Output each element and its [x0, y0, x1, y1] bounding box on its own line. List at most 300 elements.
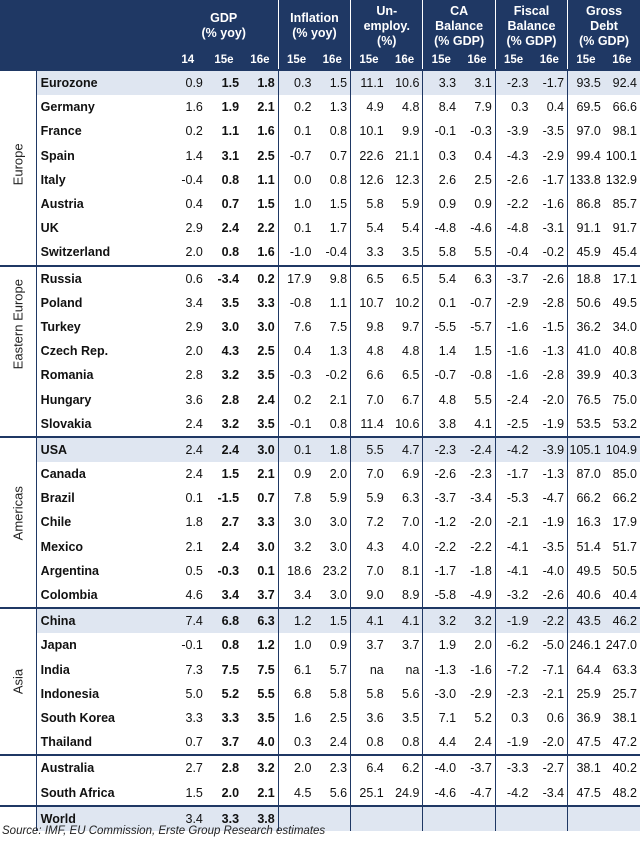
value-cell: 1.2 — [257, 638, 275, 653]
value-cell: 0.6 — [170, 266, 206, 291]
value-cell: 0.7 — [185, 735, 203, 750]
country-name: France — [40, 124, 82, 139]
value-cell: 49.5 — [612, 295, 637, 310]
country-name: Spain — [40, 148, 75, 163]
value-cell — [387, 806, 423, 831]
value-cell: -4.7 — [470, 785, 492, 800]
value-cell: 7.0 — [351, 387, 387, 411]
value-cell: -2.3 — [495, 682, 531, 706]
value-cell: -4.0 — [542, 563, 565, 578]
value-cell: 3.0 — [257, 319, 275, 334]
value-cell: 12.6 — [351, 168, 387, 192]
value-cell: 3.2 — [423, 608, 459, 633]
value-cell: 64.4 — [568, 658, 604, 682]
value-cell: -1.5 — [542, 319, 565, 334]
value-cell: 47.2 — [612, 735, 637, 750]
value-cell: 1.5 — [314, 608, 350, 633]
value-cell: 0.2 — [278, 387, 314, 411]
value-cell: 3.3 — [423, 70, 459, 95]
value-cell: -2.9 — [495, 291, 531, 315]
value-cell: 4.3 — [351, 535, 387, 559]
value-cell: 0.8 — [329, 172, 348, 187]
header-indicator — [423, 0, 495, 52]
value-cell: 3.7 — [402, 638, 420, 653]
country-name: South Africa — [40, 785, 115, 800]
value-cell: 1.5 — [257, 197, 275, 212]
value-cell: 2.1 — [257, 785, 275, 800]
value-cell: 105.1 — [568, 437, 604, 462]
country-name: Chile — [40, 515, 72, 530]
table-row — [0, 510, 640, 534]
value-cell: 2.4 — [257, 392, 275, 407]
value-cell: 50.5 — [612, 563, 637, 578]
value-cell: 0.1 — [257, 563, 275, 578]
table-row — [0, 266, 640, 291]
value-cell: 7.0 — [402, 515, 420, 530]
value-cell: 38.1 — [612, 710, 637, 725]
value-cell: -2.4 — [459, 437, 495, 462]
value-cell: 85.7 — [612, 197, 637, 212]
value-cell: 5.4 — [402, 221, 420, 236]
value-cell: -0.4 — [495, 240, 531, 265]
value-cell: 3.4 — [278, 583, 314, 608]
value-cell: -4.8 — [423, 216, 459, 240]
value-cell: 8.4 — [423, 95, 459, 119]
value-cell: 53.5 — [568, 412, 604, 437]
value-cell: -2.2 — [470, 539, 492, 554]
country-name: Mexico — [40, 539, 84, 554]
value-cell: -2.3 — [423, 437, 459, 462]
country-name: Germany — [40, 100, 95, 115]
value-cell: 6.5 — [387, 266, 423, 291]
value-cell: -2.0 — [542, 735, 565, 750]
value-cell: 7.0 — [351, 462, 387, 486]
value-cell: 3.4 — [170, 806, 206, 831]
value-cell: -1.7 — [495, 462, 531, 486]
value-cell: 85.0 — [612, 467, 637, 482]
value-cell: -0.7 — [278, 144, 314, 168]
value-cell: 5.2 — [221, 686, 240, 701]
country-name: Austria — [40, 197, 84, 212]
value-cell: 1.5 — [314, 70, 350, 95]
value-cell: -2.6 — [423, 462, 459, 486]
value-cell: 25.9 — [568, 682, 604, 706]
value-cell: 1.5 — [185, 785, 203, 800]
value-cell: -5.5 — [423, 315, 459, 339]
value-cell: -0.1 — [423, 119, 459, 143]
value-cell: -0.8 — [470, 368, 492, 383]
value-cell: 76.5 — [568, 387, 604, 411]
value-cell: 7.3 — [185, 662, 203, 677]
value-cell: 0.1 — [185, 491, 203, 506]
header-year: 15e — [495, 52, 531, 70]
country-name: India — [40, 662, 70, 677]
value-cell: 40.4 — [612, 588, 637, 603]
value-cell: 18.8 — [568, 266, 604, 291]
table-row — [0, 291, 640, 315]
country-name: Thailand — [40, 735, 93, 750]
value-cell: 2.4 — [474, 735, 492, 750]
value-cell: -3.0 — [423, 682, 459, 706]
value-cell: 5.9 — [402, 197, 420, 212]
header-indicator — [170, 0, 279, 52]
value-cell: -3.3 — [495, 755, 531, 780]
value-cell: 3.2 — [459, 608, 495, 633]
value-cell: 3.6 — [351, 706, 387, 730]
table-row — [0, 315, 640, 339]
value-cell: 17.1 — [604, 266, 640, 291]
value-cell: 4.8 — [402, 100, 420, 115]
value-cell: 36.2 — [568, 315, 604, 339]
value-cell: 17.9 — [612, 515, 637, 530]
value-cell: 5.5 — [257, 686, 275, 701]
value-cell: -7.2 — [495, 658, 531, 682]
country-name: Canada — [40, 467, 86, 482]
value-cell: 24.9 — [395, 785, 420, 800]
value-cell: 0.3 — [278, 730, 314, 755]
value-cell: 3.0 — [257, 539, 275, 554]
value-cell: 0.4 — [278, 339, 314, 363]
value-cell: 2.0 — [278, 755, 314, 780]
value-cell: -3.7 — [495, 266, 531, 291]
value-cell: -4.8 — [495, 216, 531, 240]
value-cell: 51.7 — [612, 539, 637, 554]
value-cell: 9.8 — [351, 315, 387, 339]
value-cell: 6.8 — [206, 608, 242, 633]
value-cell: -1.8 — [470, 563, 492, 578]
value-cell: -0.3 — [278, 363, 314, 387]
value-cell: 7.1 — [423, 706, 459, 730]
country-name: World — [36, 806, 170, 831]
value-cell: -3.9 — [495, 119, 531, 143]
value-cell: 0.2 — [185, 124, 203, 139]
value-cell: -1.7 — [531, 70, 567, 95]
value-cell: 91.7 — [612, 221, 637, 236]
value-cell: 0.3 — [495, 706, 531, 730]
value-cell: 1.2 — [278, 608, 314, 633]
value-cell: 4.3 — [221, 344, 240, 359]
value-cell: 51.4 — [568, 535, 604, 559]
value-cell: 133.8 — [568, 168, 604, 192]
region-label — [0, 755, 36, 805]
value-cell: 98.1 — [612, 124, 637, 139]
value-cell: -6.2 — [495, 633, 531, 657]
country-name: China — [36, 608, 170, 633]
value-cell: 1.5 — [221, 467, 240, 482]
value-cell: 6.3 — [402, 491, 420, 506]
header-year: 16e — [459, 52, 495, 70]
value-cell: 1.4 — [185, 148, 203, 163]
value-cell: 40.8 — [612, 344, 637, 359]
value-cell: -3.5 — [542, 539, 565, 554]
value-cell: 1.8 — [314, 437, 350, 462]
table-row — [0, 387, 640, 411]
value-cell: 9.0 — [351, 583, 387, 608]
value-cell: 9.8 — [314, 266, 350, 291]
value-cell: 2.1 — [329, 392, 348, 407]
value-cell: 2.8 — [206, 755, 242, 780]
value-cell: 0.4 — [474, 148, 492, 163]
value-cell: 86.8 — [568, 192, 604, 216]
value-cell: -5.0 — [542, 638, 565, 653]
value-cell: 97.0 — [568, 119, 604, 143]
table-row — [0, 559, 640, 583]
table-row — [0, 168, 640, 192]
value-cell: 36.9 — [568, 706, 604, 730]
value-cell: -4.6 — [470, 221, 492, 236]
value-cell: 246.1 — [568, 633, 604, 657]
value-cell: 22.6 — [351, 144, 387, 168]
value-cell: 0.8 — [351, 730, 387, 755]
value-cell: 3.3 — [185, 710, 203, 725]
value-cell: 2.4 — [221, 221, 240, 236]
value-cell: 9.7 — [402, 319, 420, 334]
value-cell: 1.1 — [329, 295, 348, 310]
value-cell: -3.7 — [459, 755, 495, 780]
value-cell: -0.8 — [278, 291, 314, 315]
value-cell — [604, 806, 640, 831]
value-cell: -1.0 — [278, 240, 314, 265]
value-cell: 3.1 — [221, 148, 240, 163]
value-cell: -3.2 — [495, 583, 531, 608]
value-cell: 5.9 — [329, 491, 348, 506]
country-name: Eurozone — [36, 70, 170, 95]
country-name: South Korea — [40, 710, 115, 725]
header-corner-sub — [0, 52, 170, 70]
value-cell: 3.8 — [423, 412, 459, 437]
table-row — [0, 144, 640, 168]
value-cell: 0.9 — [170, 70, 206, 95]
value-cell: 0.3 — [423, 144, 459, 168]
value-cell: 0.6 — [546, 710, 565, 725]
value-cell: 1.5 — [329, 197, 348, 212]
value-cell: 5.4 — [351, 216, 387, 240]
value-cell: 2.0 — [474, 638, 492, 653]
value-cell: 1.7 — [329, 221, 348, 236]
value-cell: 7.0 — [351, 559, 387, 583]
table-row — [0, 462, 640, 486]
value-cell — [423, 806, 459, 831]
value-cell: -4.1 — [495, 559, 531, 583]
value-cell: 7.9 — [474, 100, 492, 115]
value-cell: 0.4 — [185, 197, 203, 212]
value-cell: 3.5 — [221, 295, 240, 310]
value-cell: 2.5 — [329, 710, 348, 725]
value-cell: 1.6 — [278, 706, 314, 730]
value-cell: 4.8 — [351, 339, 387, 363]
value-cell: 3.3 — [206, 806, 242, 831]
value-cell: 1.3 — [329, 100, 348, 115]
value-cell: 6.7 — [402, 392, 420, 407]
value-cell: -2.0 — [542, 392, 565, 407]
value-cell: 3.3 — [351, 240, 387, 265]
value-cell: 66.2 — [568, 486, 604, 510]
table-row — [0, 780, 640, 805]
country-name: Switzerland — [40, 245, 111, 260]
value-cell: -2.0 — [470, 515, 492, 530]
value-cell: -1.5 — [217, 491, 240, 506]
value-cell: -4.2 — [495, 437, 531, 462]
value-cell: 0.3 — [495, 95, 531, 119]
header-indicator — [278, 0, 350, 52]
value-cell: 5.5 — [474, 392, 492, 407]
value-cell: 2.0 — [185, 245, 203, 260]
value-cell — [351, 806, 387, 831]
value-cell: 3.2 — [242, 755, 278, 780]
value-cell: 4.8 — [402, 344, 420, 359]
table-row — [0, 486, 640, 510]
value-cell: 6.6 — [351, 363, 387, 387]
value-cell: 0.1 — [278, 216, 314, 240]
value-cell: 5.5 — [474, 245, 492, 260]
value-cell: 6.5 — [402, 368, 420, 383]
value-cell: 3.2 — [221, 416, 240, 431]
value-cell: 18.6 — [278, 559, 314, 583]
value-cell: 39.9 — [568, 363, 604, 387]
header-year: 16e — [387, 52, 423, 70]
header-row-indicators — [0, 0, 640, 52]
value-cell: 0.1 — [278, 437, 314, 462]
value-cell: 0.9 — [329, 638, 348, 653]
value-cell: -0.4 — [325, 245, 348, 260]
value-cell: 3.0 — [329, 515, 348, 530]
value-cell: 4.5 — [278, 780, 314, 805]
value-cell: 1.6 — [257, 245, 275, 260]
value-cell: 3.2 — [278, 535, 314, 559]
value-cell: -2.6 — [542, 588, 565, 603]
value-cell: 1.5 — [206, 70, 242, 95]
value-cell: -1.9 — [542, 416, 565, 431]
value-cell: 3.5 — [257, 710, 275, 725]
value-cell: -3.9 — [531, 437, 567, 462]
value-cell: -4.2 — [495, 780, 531, 805]
country-name: Turkey — [40, 319, 81, 334]
region-label — [0, 266, 36, 437]
value-cell: 2.4 — [185, 467, 203, 482]
value-cell: -2.9 — [542, 148, 565, 163]
table-row — [0, 192, 640, 216]
value-cell: 1.4 — [423, 339, 459, 363]
value-cell: 2.5 — [257, 148, 275, 163]
value-cell: 12.3 — [395, 172, 420, 187]
value-cell: 21.1 — [395, 148, 420, 163]
value-cell: 3.7 — [257, 588, 275, 603]
value-cell: 9.9 — [402, 124, 420, 139]
value-cell: 3.5 — [257, 416, 275, 431]
header-indicator-label: Un- employ. (%) — [363, 3, 410, 48]
header-year: 16e — [242, 52, 278, 70]
value-cell: -1.6 — [495, 363, 531, 387]
value-cell: -1.6 — [470, 662, 492, 677]
value-cell: 25.1 — [351, 780, 387, 805]
value-cell: 41.0 — [568, 339, 604, 363]
value-cell: 3.2 — [221, 368, 240, 383]
header-year: 15e — [351, 52, 387, 70]
table-row — [0, 583, 640, 608]
value-cell: 1.5 — [474, 344, 492, 359]
value-cell: 6.5 — [351, 266, 387, 291]
table-row — [0, 70, 640, 95]
value-cell: 6.9 — [402, 467, 420, 482]
value-cell: 2.0 — [329, 467, 348, 482]
value-cell: 47.5 — [568, 780, 604, 805]
value-cell: 1.9 — [423, 633, 459, 657]
header-indicator-label: Fiscal Balance (% GDP) — [506, 3, 557, 48]
value-cell: 3.3 — [257, 295, 275, 310]
value-cell: 0.3 — [278, 70, 314, 95]
value-cell: -4.7 — [542, 491, 565, 506]
value-cell: 5.6 — [329, 785, 348, 800]
value-cell: 6.8 — [278, 682, 314, 706]
value-cell: 0.2 — [278, 95, 314, 119]
value-cell: 2.6 — [423, 168, 459, 192]
value-cell: 4.1 — [474, 416, 492, 431]
header-indicator-label: Gross Debt (% GDP) — [579, 3, 630, 48]
table-row — [0, 535, 640, 559]
country-name: Italy — [40, 172, 66, 187]
value-cell: 2.7 — [170, 755, 206, 780]
value-cell: -4.6 — [423, 780, 459, 805]
value-cell: 104.9 — [604, 437, 640, 462]
value-cell: 1.9 — [221, 100, 240, 115]
value-cell: 4.4 — [423, 730, 459, 755]
value-cell: 0.4 — [546, 100, 565, 115]
value-cell: 7.8 — [278, 486, 314, 510]
value-cell: -1.6 — [542, 197, 565, 212]
value-cell: 3.0 — [221, 319, 240, 334]
value-cell: -2.2 — [531, 608, 567, 633]
value-cell: 5.0 — [185, 686, 203, 701]
value-cell: -2.1 — [542, 686, 565, 701]
header-indicator — [495, 0, 567, 52]
value-cell: 2.9 — [185, 221, 203, 236]
value-cell: -4.1 — [495, 535, 531, 559]
country-name: Romania — [40, 368, 94, 383]
country-name: Brazil — [40, 491, 75, 506]
value-cell: -0.7 — [423, 363, 459, 387]
value-cell: 53.2 — [612, 416, 637, 431]
value-cell: 4.8 — [423, 387, 459, 411]
value-cell: na — [351, 658, 387, 682]
value-cell: 3.1 — [459, 70, 495, 95]
value-cell: 4.9 — [351, 95, 387, 119]
header-year: 15e — [278, 52, 314, 70]
value-cell: 1.8 — [242, 70, 278, 95]
value-cell: 47.5 — [568, 730, 604, 755]
value-cell: 40.6 — [568, 583, 604, 608]
value-cell: -1.7 — [423, 559, 459, 583]
value-cell: 3.7 — [221, 735, 240, 750]
table-row — [0, 633, 640, 657]
value-cell: -0.2 — [542, 245, 565, 260]
value-cell: 0.7 — [329, 148, 348, 163]
value-cell: 0.0 — [278, 168, 314, 192]
value-cell: -1.9 — [542, 515, 565, 530]
value-cell: 0.8 — [221, 245, 240, 260]
value-cell: -1.9 — [495, 608, 531, 633]
country-name: Indonesia — [40, 686, 100, 701]
value-cell: 2.4 — [170, 437, 206, 462]
value-cell: 66.2 — [612, 491, 637, 506]
value-cell: 0.8 — [221, 172, 240, 187]
value-cell: 2.0 — [185, 344, 203, 359]
value-cell: 3.7 — [351, 633, 387, 657]
value-cell: 1.0 — [278, 192, 314, 216]
value-cell: 2.4 — [329, 735, 348, 750]
value-cell: 1.6 — [185, 100, 203, 115]
country-name: Australia — [36, 755, 170, 780]
value-cell: 45.9 — [568, 240, 604, 265]
